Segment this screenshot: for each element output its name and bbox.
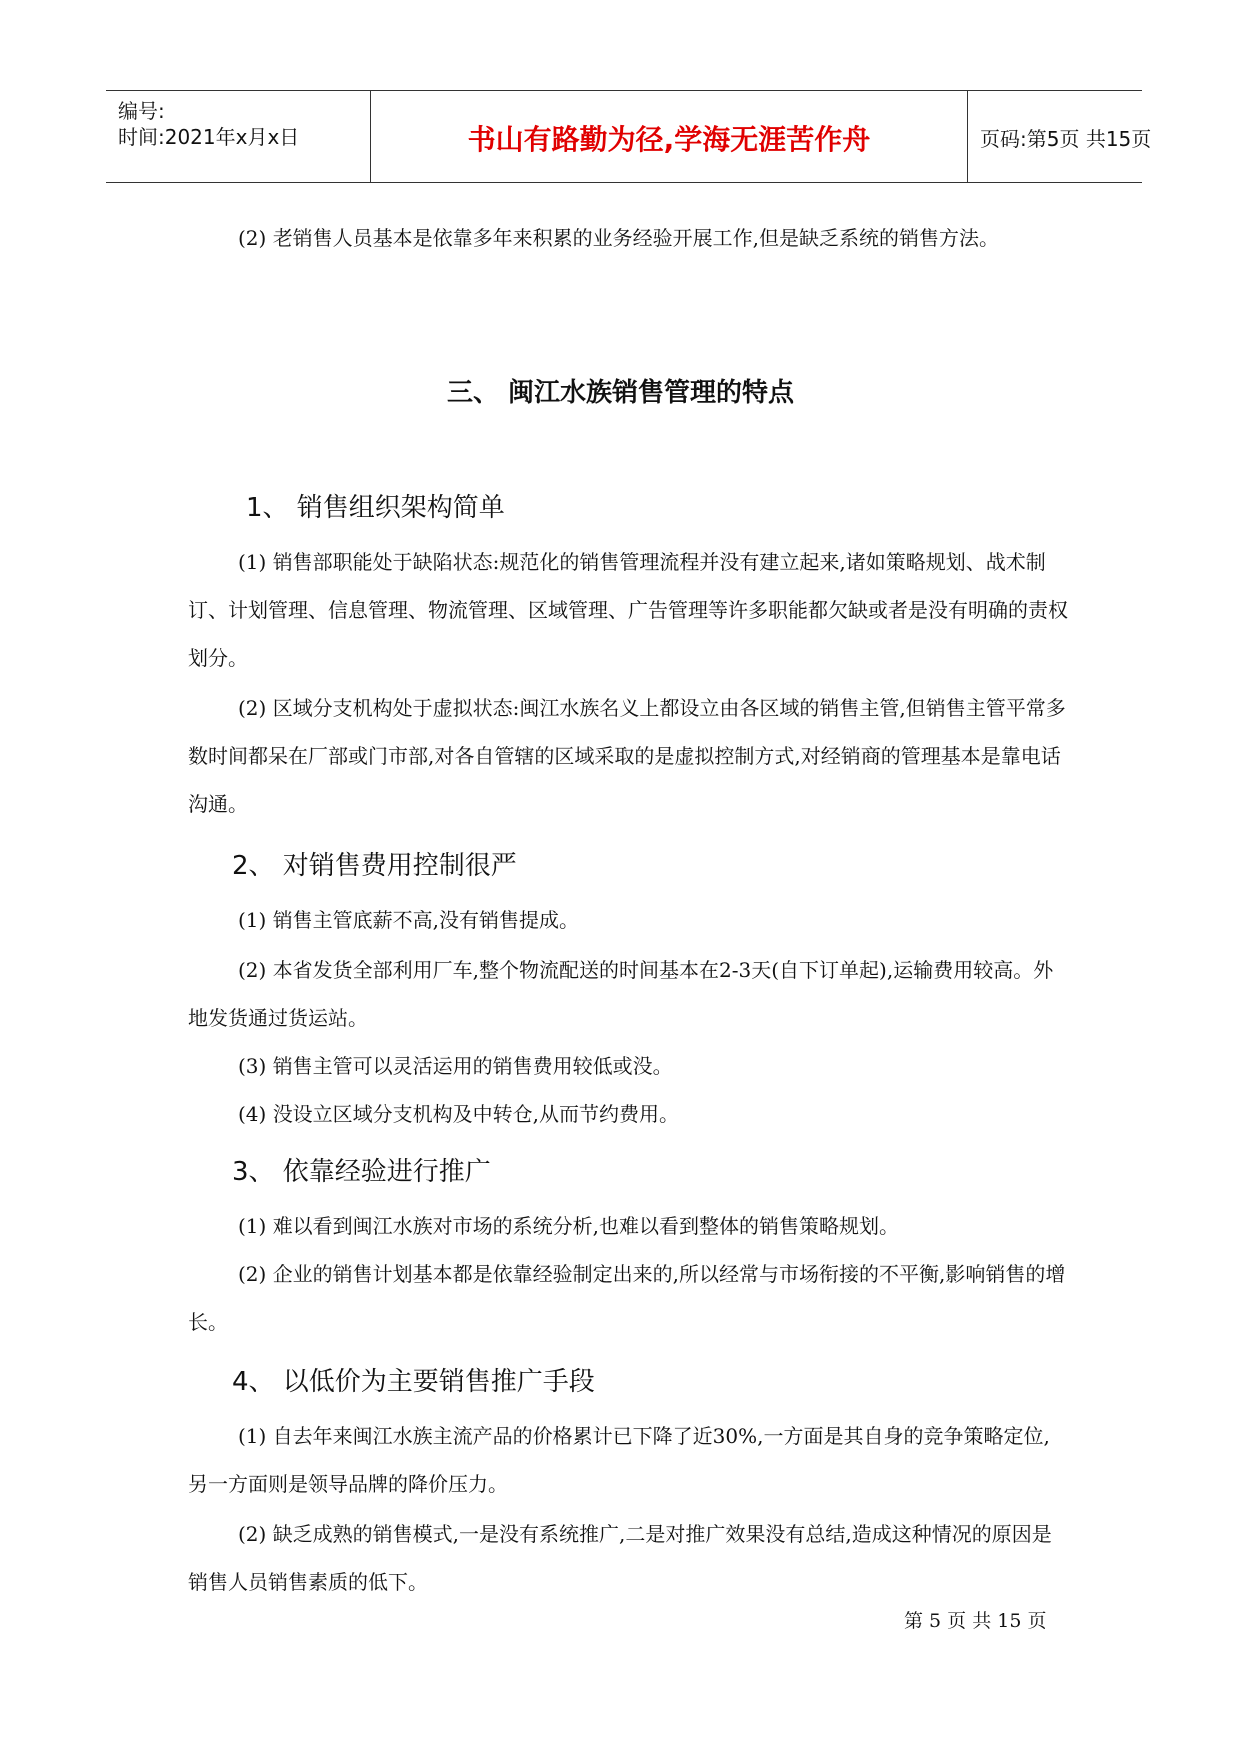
header-right-cell	[968, 91, 1152, 182]
section-title: 三、 闽江水族销售管理的特点	[446, 378, 795, 408]
subheading-1: 1、 销售组织架构简单	[246, 493, 505, 523]
page-header	[106, 90, 1152, 183]
subheading-3: 3、 依靠经验进行推广	[232, 1157, 491, 1187]
paragraph: (2) 本省发货全部利用厂车,整个物流配送的时间基本在2-3天(自下订单起),运输费用较高。外地发货通过货运站。	[188, 958, 1054, 1030]
header-page-label: 页码:第5页 共15页	[980, 127, 1152, 151]
paragraph: (2) 老销售人员基本是依靠多年来积累的业务经验开展工作,但是缺乏系统的销售方法。	[238, 226, 1000, 250]
time-label: 时间:2021年x月x日	[118, 125, 300, 149]
paragraph: (1) 自去年来闽江水族主流产品的价格累计已下降了近30%,一方面是其自身的竞争策略定位,另一方面则是领导品牌的降价压力。	[188, 1424, 1050, 1496]
paragraph: (1) 销售主管底薪不高,没有销售提成。	[238, 908, 580, 932]
paragraph: (2) 区域分支机构处于虚拟状态:闽江水族名义上都设立由各区域的销售主管,但销售主管平常多数时间都呆在厂部或门市部,对各自管辖的区域采取的是虚拟控制方式,对经销商的管理基本是靠电话沟通。	[188, 696, 1066, 816]
paragraph: (4) 没设立区域分支机构及中转仓,从而节约费用。	[238, 1102, 680, 1126]
header-slogan: 书山有路勤为径,学海无涯苦作舟	[467, 123, 871, 156]
serial-label: 编号:	[118, 99, 165, 123]
paragraph: (2) 企业的销售计划基本都是依靠经验制定出来的,所以经常与市场衔接的不平衡,影响销售的增长。	[188, 1262, 1066, 1334]
subheading-4: 4、 以低价为主要销售推广手段	[232, 1367, 595, 1397]
paragraph: (2) 缺乏成熟的销售模式,一是没有系统推广,二是对推广效果没有总结,造成这种情况的原因是销售人员销售素质的低下。	[188, 1522, 1052, 1594]
header-left-cell	[106, 91, 371, 182]
subheading-2: 2、 对销售费用控制很严	[232, 851, 517, 881]
page-footer: 第 5 页 共 15 页	[904, 1610, 1047, 1632]
paragraph: (1) 销售部职能处于缺陷状态:规范化的销售管理流程并没有建立起来,诸如策略规划、战术制订、计划管理、信息管理、物流管理、区域管理、广告管理等许多职能都欠缺或者是没有明确的责权划分。	[188, 550, 1068, 670]
header-slogan-cell	[371, 91, 968, 182]
paragraph: (3) 销售主管可以灵活运用的销售费用较低或没。	[238, 1054, 673, 1078]
paragraph: (1) 难以看到闽江水族对市场的系统分析,也难以看到整体的销售策略规划。	[238, 1214, 900, 1238]
